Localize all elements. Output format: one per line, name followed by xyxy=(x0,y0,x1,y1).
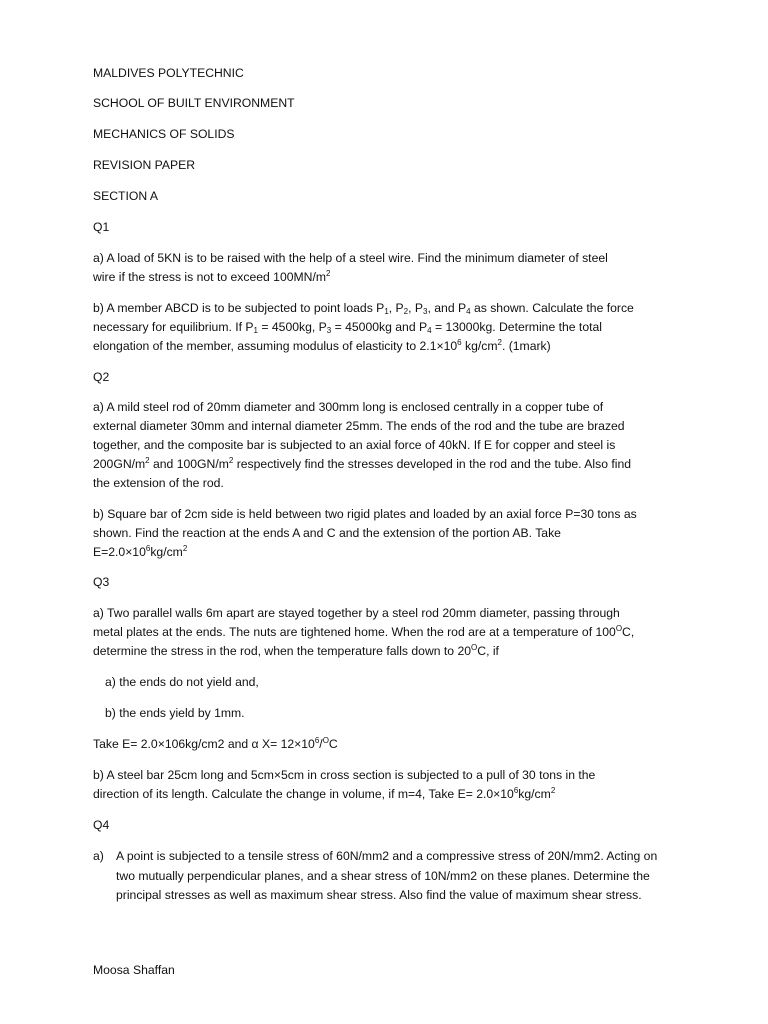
paper-title: REVISION PAPER xyxy=(93,158,196,172)
q2a-line-5: the extension of the rod. xyxy=(93,476,224,490)
subject-title: MECHANICS OF SOLIDS xyxy=(93,127,235,141)
q2a-line-4: $200GN/m^2$ and $100GN/m^2$ respectively find the stresses developed in the rod and the tube. Also find xyxy=(93,456,632,471)
q2a-line-3: together, and the composite bar is subjected to an axial force of 40kN. If E for copper and steel is xyxy=(93,438,616,452)
q3a-subitem-b: b) the ends yield by 1mm. xyxy=(105,706,245,720)
q4a-marker: a) xyxy=(93,849,104,863)
q3a-line-1: a) Two parallel walls 6m apart are stayed together by a steel rod 20mm diameter, passing through xyxy=(93,606,620,620)
q2a-line-1: a) A mild steel rod of 20mm diameter and 300mm long is enclosed centrally in a copper tube of xyxy=(93,400,604,414)
q3a-line-2: metal plates at the ends. The nuts are tightened home. When the rod are at a temperature of $100^OC$, xyxy=(93,624,635,639)
q2b-line-1: b) Square bar of 2cm side is held between two rigid plates and loaded by an axial force P=30 tons as xyxy=(93,507,637,521)
institution-name: MALDIVES POLYTECHNIC xyxy=(93,66,244,80)
q2b-line-3: $E=2.0\times 10^6kg/cm^2$ xyxy=(93,544,188,559)
q2b-line-2: shown. Find the reaction at the ends A and C and the extension of the portion AB. Take xyxy=(93,526,561,540)
q2a-line-2: external diameter 30mm and internal diameter 25mm. The ends of the rod and the tube are brazed xyxy=(93,419,625,433)
q2-label: Q2 xyxy=(93,370,110,384)
q3-label: Q3 xyxy=(93,575,110,589)
q3-take-values: Take E= 2.0×106kg/cm2 and α $X= 12\times 10^6/^OC$ xyxy=(93,736,338,751)
q3b-line-1: b) A steel bar 25cm long and 5cm×5cm in cross section is subjected to a pull of 30 tons in the xyxy=(93,768,596,782)
q1a-line-1: a) A load of 5KN is to be raised with the help of a steel wire. Find the minimum diameter of steel xyxy=(93,251,608,265)
q3b-line-2: direction of its length. Calculate the change in volume, if m=4, Take $E= 2.0\times 10^6kg/cm^2$ xyxy=(93,786,556,801)
q1b-line-1: b) A member ABCD is to be subjected to point loads $P_1$, $P_2$, $P_3$, and $P_4$ as shown. Calculate the force xyxy=(93,301,634,316)
q1a-line-2: wire if the stress is not to exceed $100MN/m^2$ xyxy=(93,269,331,284)
q4-label: Q4 xyxy=(93,818,110,832)
q1-label: Q1 xyxy=(93,220,110,234)
q4a-text: A point is subjected to a tensile stress of 60N/mm2 and a compressive stress of 20N/mm2. Acting on two mutually perpendicular planes, and a shear stress of 10N/mm2 on these planes. Determine the principal stresses as well as maximum shear stress. Also find the value of maximum shear stress. xyxy=(116,849,658,902)
author-name: Moosa Shaffan xyxy=(93,963,175,977)
q1b-line-2: necessary for equilibrium. If $P_1 = 4500kg$, $P_3 = 45000kg$ and $P_4 = 13000kg$. Determine the total xyxy=(93,320,602,335)
q1b-line-3: elongation of the member, assuming modulus of elasticity to $2.1\times 10^6$ $kg/cm^2$. (1mark) xyxy=(93,338,551,353)
q3a-line-3: determine the stress in the rod, when the temperature falls down to $20^OC$, if xyxy=(93,643,499,658)
section-heading: SECTION A xyxy=(93,189,159,203)
school-name: SCHOOL OF BUILT ENVIRONMENT xyxy=(93,96,295,110)
q3a-subitem-a: a) the ends do not yield and, xyxy=(105,675,259,689)
